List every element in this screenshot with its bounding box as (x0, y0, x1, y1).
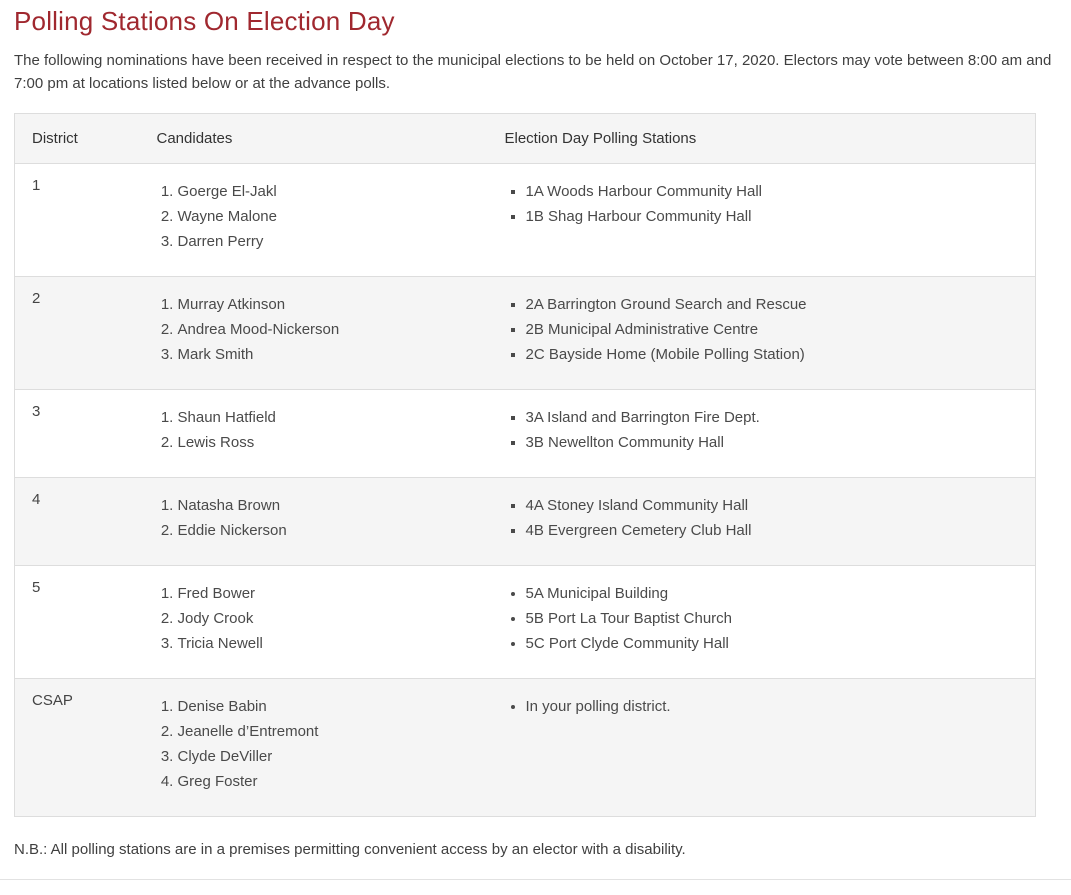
nb-note: N.B.: All polling stations are in a premises permitting convenient access by an elector with a disability. (14, 841, 686, 858)
candidate-item: 1. Goerge El-Jakl (178, 184, 478, 200)
bottom-divider (0, 879, 1071, 880)
district-cell: 4 (32, 491, 41, 508)
station-item: ▪ 3A Island and Barrington Fire Dept. (526, 410, 1026, 426)
candidates-cell (140, 679, 488, 817)
district-cell: 2 (32, 290, 41, 307)
district-cell: 1 (32, 177, 41, 194)
candidates-list (157, 410, 478, 451)
station-item: ▪ 1B Shag Harbour Community Hall (526, 209, 1026, 225)
station-item: • 5C Port Clyde Community Hall (526, 636, 1026, 652)
candidate-item: 2. Jody Crook (178, 611, 478, 627)
candidate-item: 1. Shaun Hatfield (178, 410, 478, 426)
header-candidates: Candidates (156, 130, 233, 147)
stations-list (505, 498, 1026, 539)
candidate-item: 1. Fred Bower (178, 586, 478, 602)
station-item: ▪ 2C Bayside Home (Mobile Polling Station) (526, 347, 1026, 363)
header-stations: Election Day Polling Stations (504, 130, 697, 147)
district-cell: CSAP (32, 692, 73, 709)
station-item: ▪ 2A Barrington Ground Search and Rescue (526, 297, 1026, 313)
stations-cell (488, 164, 1036, 277)
candidate-item: 3. Clyde DeViller (178, 749, 478, 765)
candidate-item: 2. Lewis Ross (178, 435, 478, 451)
candidates-cell (140, 478, 488, 566)
stations-cell (488, 277, 1036, 390)
stations-cell (488, 566, 1036, 679)
candidate-item: 3. Tricia Newell (178, 636, 478, 652)
intro-text: The following nominations have been received in respect to the municipal elections to be held on October 17, 2020. Electors may vote between 8:00 am and 7:00 pm at locations listed below or at the advance polls. (14, 52, 1052, 92)
table-header-row (15, 114, 1036, 164)
stations-list (505, 586, 1026, 652)
station-item: ▪ 2B Municipal Administrative Centre (526, 322, 1026, 338)
district-cell: 3 (32, 403, 41, 420)
candidate-item: 2. Jeanelle d’Entremont (178, 724, 478, 740)
table-row-district-2 (15, 277, 1036, 390)
table-row-district-4 (15, 478, 1036, 566)
candidates-list (157, 498, 478, 539)
candidate-item: 2. Eddie Nickerson (178, 523, 478, 539)
candidates-list (157, 297, 478, 363)
candidate-item: 3. Mark Smith (178, 347, 478, 363)
table-body (15, 164, 1036, 817)
station-item: ▪ 4B Evergreen Cemetery Club Hall (526, 523, 1026, 539)
stations-list (505, 184, 1026, 225)
candidate-item: 3. Darren Perry (178, 234, 478, 250)
candidate-item: 1. Denise Babin (178, 699, 478, 715)
stations-list (505, 699, 1026, 715)
stations-list (505, 410, 1026, 451)
candidates-cell (140, 566, 488, 679)
stations-cell (488, 390, 1036, 478)
stations-list (505, 297, 1026, 363)
candidate-item: 1. Murray Atkinson (178, 297, 478, 313)
table-row-district-5 (15, 566, 1036, 679)
station-item: ▪ 3B Newellton Community Hall (526, 435, 1026, 451)
candidates-list (157, 586, 478, 652)
table-row-district-3 (15, 390, 1036, 478)
candidates-cell (140, 277, 488, 390)
candidate-item: 4. Greg Foster (178, 774, 478, 790)
candidates-cell (140, 164, 488, 277)
station-item: • 5A Municipal Building (526, 586, 1026, 602)
station-item: • 5B Port La Tour Baptist Church (526, 611, 1026, 627)
candidates-list (157, 699, 478, 790)
station-item: ▪ 1A Woods Harbour Community Hall (526, 184, 1026, 200)
station-item: • In your polling district. (526, 699, 1026, 715)
candidate-item: 2. Andrea Mood-Nickerson (178, 322, 478, 338)
polling-table (14, 113, 1036, 817)
header-district: District (32, 130, 78, 147)
table-row-district-1 (15, 164, 1036, 277)
table-head (15, 114, 1036, 164)
table-row-district-csap (15, 679, 1036, 817)
page-title: Polling Stations On Election Day (14, 6, 395, 36)
district-cell: 5 (32, 579, 41, 596)
candidates-list (157, 184, 478, 250)
candidates-cell (140, 390, 488, 478)
candidate-item: 1. Natasha Brown (178, 498, 478, 514)
stations-cell (488, 679, 1036, 817)
stations-cell (488, 478, 1036, 566)
station-item: ▪ 4A Stoney Island Community Hall (526, 498, 1026, 514)
candidate-item: 2. Wayne Malone (178, 209, 478, 225)
